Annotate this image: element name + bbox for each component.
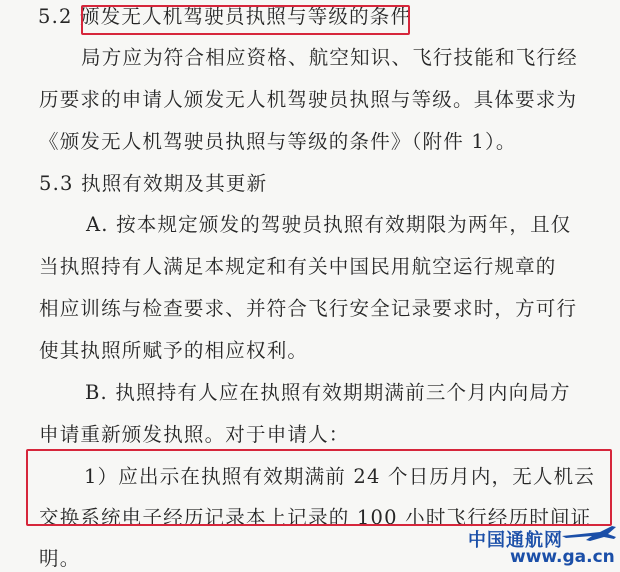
item-1-line-2: 交换系统电子经历记录本上记录的 100 小时飞行经历时间证 [39, 506, 592, 529]
section-5-3-heading: 5.3 执照有效期及其更新 [39, 172, 268, 195]
watermark-logo [468, 523, 620, 569]
airplane-icon [560, 523, 618, 545]
paragraph-a-line-3: 相应训练与检查要求、并符合飞行安全记录要求时，方可行 [39, 297, 578, 320]
item-1-line-3: 明。 [39, 547, 81, 570]
paragraph-a-line-2: 当执照持有人满足本规定和有关中国民用航空运行规章的 [39, 255, 557, 278]
paragraph-a-line-4: 使其执照所赋予的相应权利。 [39, 339, 309, 362]
paragraph-5-2-line-3: 《颁发无人机驾驶员执照与等级的条件》（附件 1）。 [39, 130, 517, 153]
paragraph-5-2-line-1: 局方应为符合相应资格、航空知识、飞行技能和飞行经 [81, 46, 578, 69]
paragraph-b-line-2: 申请重新颁发执照。对于申请人： [39, 423, 350, 446]
watermark-url: www.ga.cn [510, 547, 615, 567]
paragraph-5-2-line-2: 历要求的申请人颁发无人机驾驶员执照与等级。具体要求为 [39, 88, 578, 111]
section-5-2-heading: 5.2 颁发无人机驾驶员执照与等级的条件 [38, 5, 412, 28]
paragraph-a-line-1: A. 按本规定颁发的驾驶员执照有效期限为两年，且仅 [86, 213, 572, 236]
paragraph-b-line-1: B. 执照持有人应在执照有效期期满前三个月内向局方 [85, 381, 571, 404]
item-1-line-1: 1）应出示在执照有效期满前 24 个日历月内，无人机云 [84, 465, 596, 488]
watermark-name: 中国通航网 [468, 530, 563, 551]
